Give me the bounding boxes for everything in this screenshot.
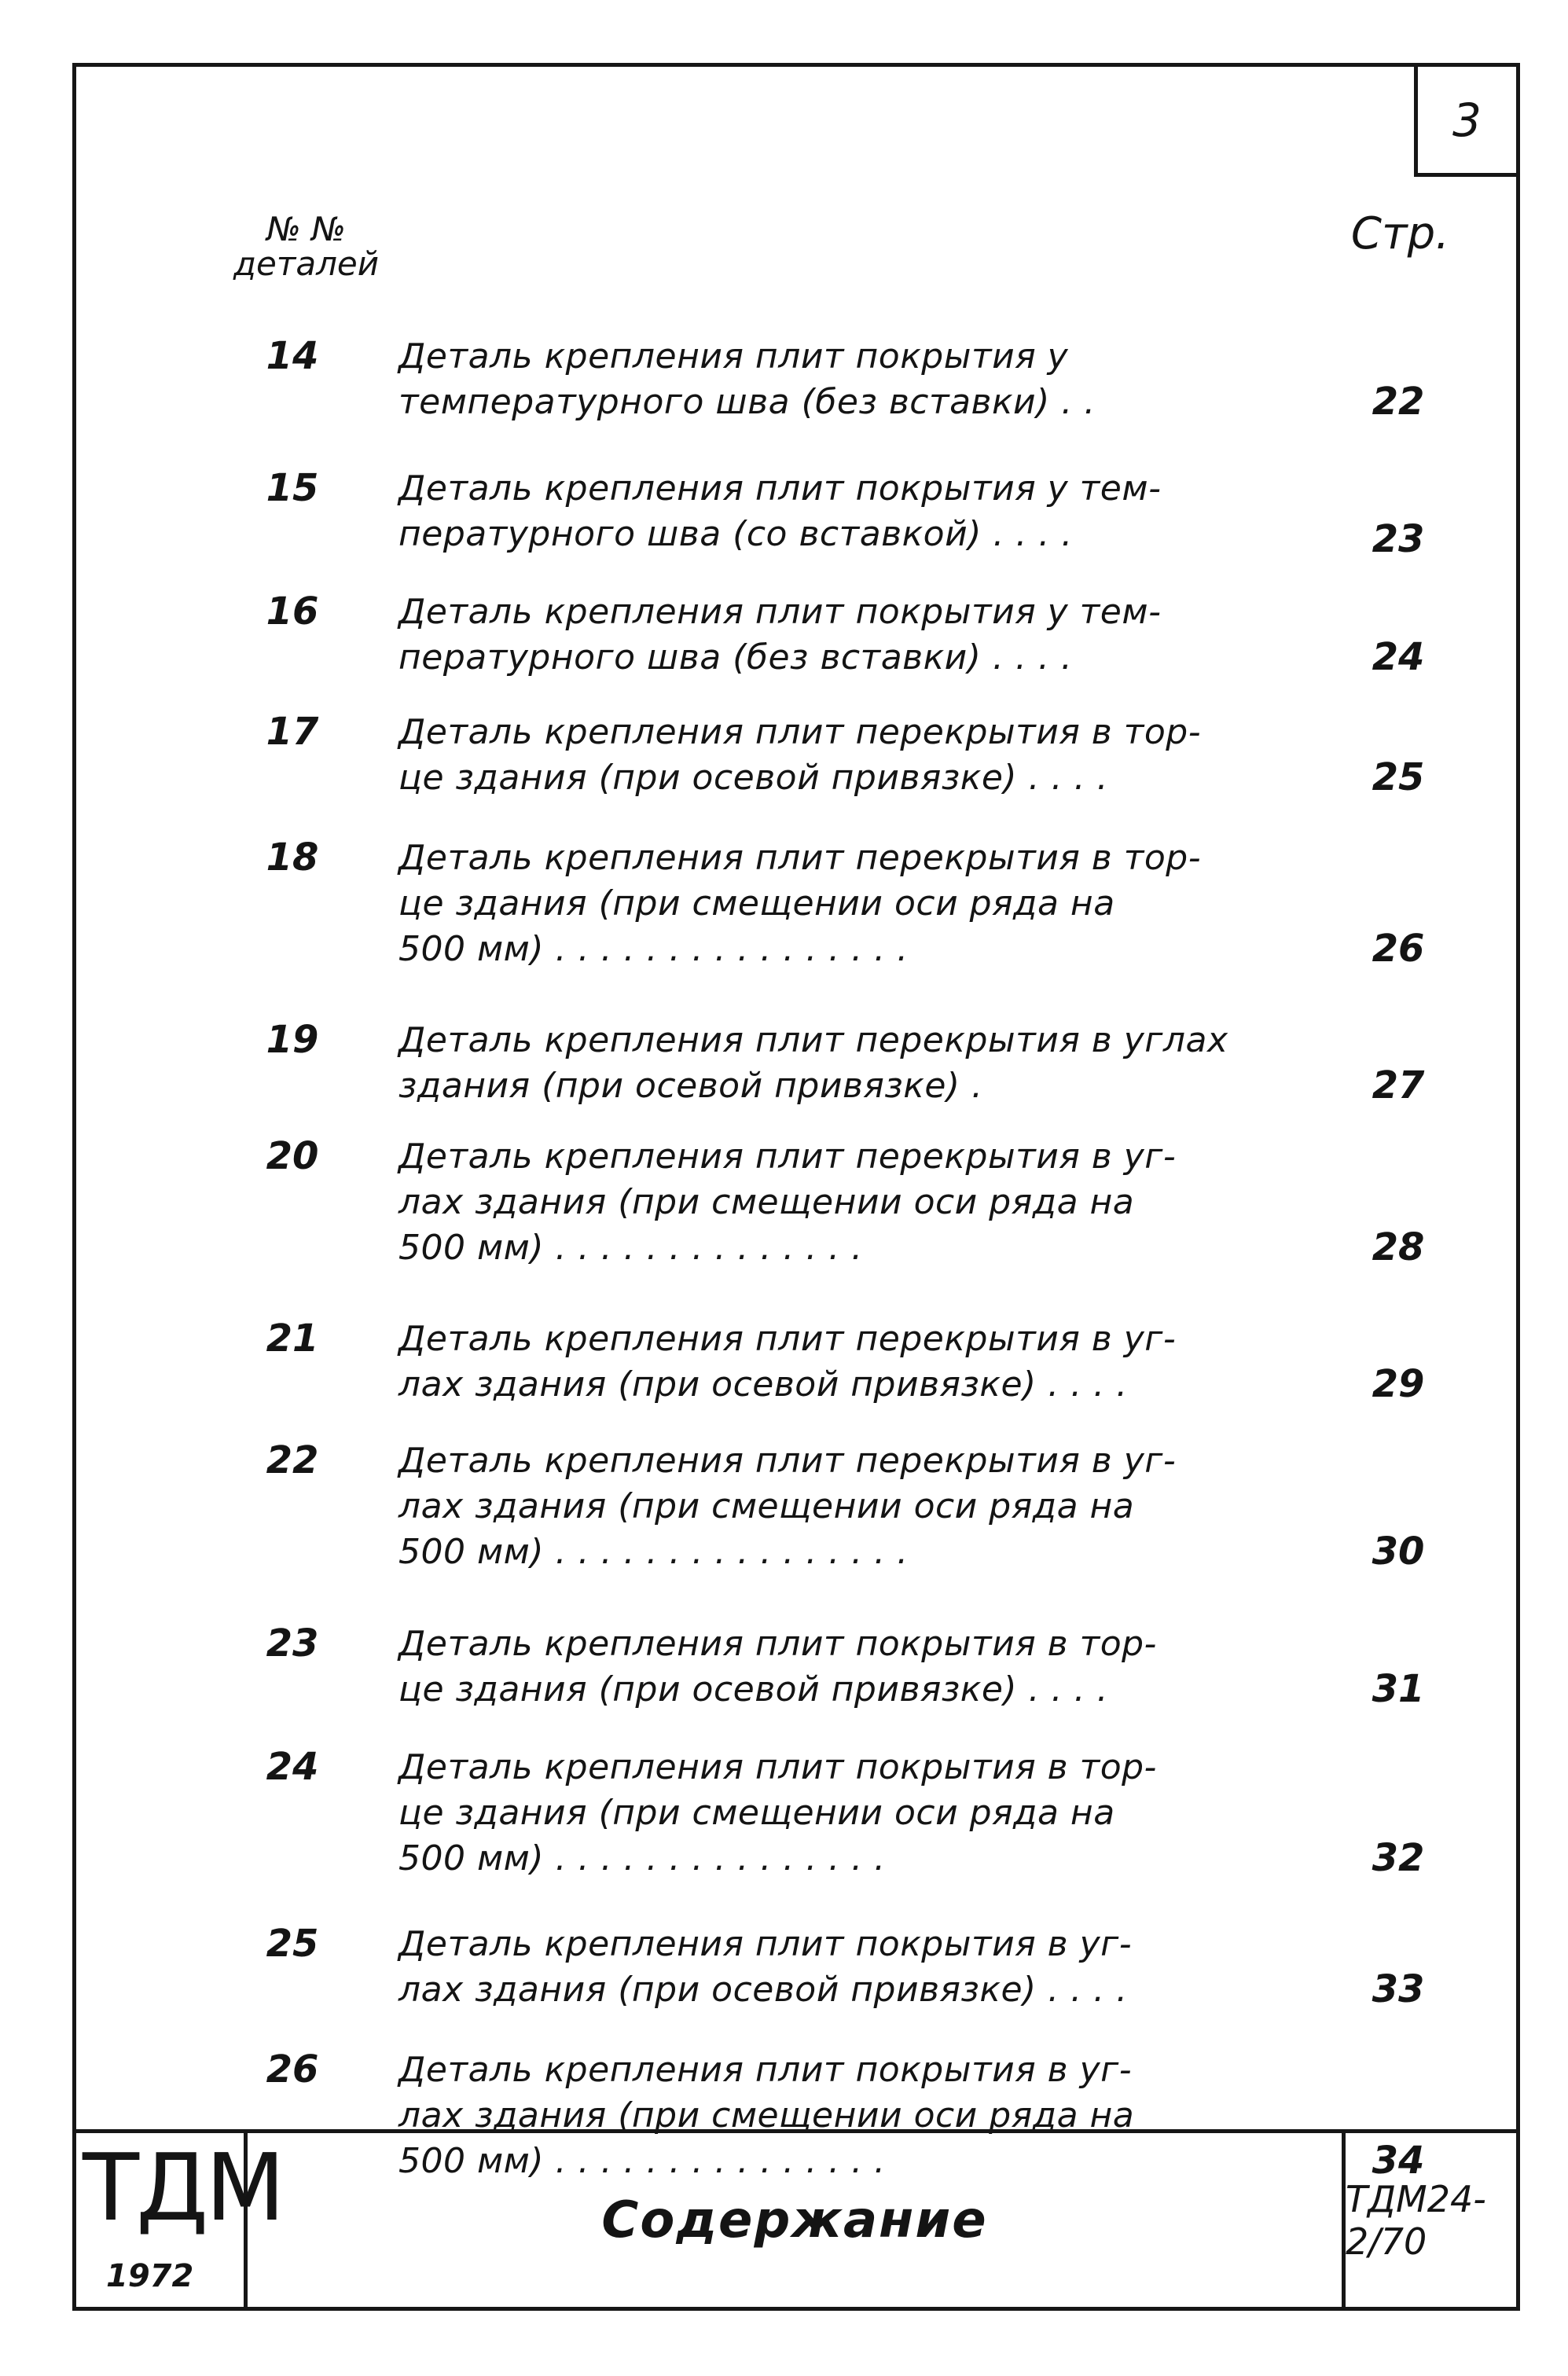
- detail-number: 21: [266, 1317, 319, 1361]
- page-ref: 31: [1372, 1667, 1425, 1711]
- page-ref: 28: [1372, 1225, 1425, 1269]
- detail-description: Деталь крепления плит покрытия в тор- це здания (при осевой привязке) . . . .: [398, 1624, 1157, 1709]
- detail-description: Деталь крепления плит покрытия в тор- це здания (при смещении оси ряда на 500 мм) . . . . . . . . . . . . . . .: [398, 1747, 1157, 1878]
- detail-description: Деталь крепления плит перекрытия в уг- лах здания (при смещении оси ряда на 500 мм) . . . . . . . . . . . . . . . .: [398, 1441, 1177, 1572]
- detail-number: 23: [266, 1621, 319, 1665]
- detail-description: Деталь крепления плит перекрытия в тор- це здания (при осевой привязке) . . . .: [398, 712, 1202, 798]
- detail-description: Деталь крепления плит перекрытия в тор- це здания (при смещении оси ряда на 500 мм) . . . . . . . . . . . . . . . .: [398, 838, 1202, 969]
- detail-description: Деталь крепления плит покрытия в уг- лах здания (при смещении оси ряда на 500 мм) . . . . . . . . . . . . . . .: [398, 2050, 1135, 2181]
- page-ref: 32: [1372, 1836, 1425, 1880]
- detail-number: 17: [266, 710, 319, 754]
- detail-description: Деталь крепления плит покрытия у температурного шва (без вставки) . .: [398, 336, 1096, 422]
- year: 1972: [106, 2258, 194, 2294]
- page-ref: 24: [1372, 635, 1425, 679]
- page-ref: 25: [1372, 755, 1425, 799]
- detail-number: 19: [266, 1018, 319, 1062]
- detail-number: 20: [266, 1134, 319, 1178]
- page-ref: 30: [1372, 1530, 1425, 1574]
- logo-cell: [76, 2133, 283, 2307]
- detail-number: 14: [266, 334, 319, 378]
- column-header-page: Стр.: [1350, 208, 1449, 259]
- page-ref: 26: [1372, 927, 1425, 971]
- detail-description: Деталь крепления плит покрытия в уг- лах здания (при осевой привязке) . . . .: [398, 1924, 1133, 2010]
- page-ref: 29: [1372, 1362, 1425, 1406]
- organization-logo: ТДМ: [83, 2133, 283, 2242]
- detail-description: Деталь крепления плит перекрытия в углах здания (при осевой привязке) .: [398, 1020, 1228, 1106]
- title-block: [76, 2129, 1516, 2307]
- detail-number: 16: [266, 589, 319, 633]
- detail-number: 22: [266, 1438, 319, 1482]
- detail-description: Деталь крепления плит перекрытия в уг- лах здания (при смещении оси ряда на 500 мм) . . . . . . . . . . . . . .: [398, 1137, 1177, 1268]
- detail-description: Деталь крепления плит покрытия у тем- пературного шва (без вставки) . . . .: [398, 592, 1162, 678]
- detail-number: 24: [266, 1745, 319, 1789]
- page-ref: 23: [1372, 517, 1425, 561]
- page-ref: 27: [1372, 1063, 1425, 1107]
- page-ref: 22: [1372, 380, 1425, 424]
- detail-number: 18: [266, 835, 319, 880]
- detail-description: Деталь крепления плит покрытия у тем- пературного шва (со вставкой) . . . .: [398, 468, 1162, 554]
- detail-number: 26: [266, 2047, 319, 2091]
- detail-description: Деталь крепления плит перекрытия в уг- лах здания (при осевой привязке) . . . .: [398, 1319, 1177, 1405]
- document-title: Содержание: [601, 2191, 988, 2249]
- page-ref: 33: [1372, 1967, 1425, 2011]
- column-header-number: № № деталей: [233, 210, 380, 284]
- page-ref: 34: [1372, 2139, 1425, 2183]
- document-code: ТДМ24-2/70: [1342, 2133, 1516, 2307]
- contents-list: [76, 67, 1516, 2307]
- page-number: 3: [1414, 63, 1520, 177]
- document-frame: [72, 63, 1520, 2311]
- detail-number: 15: [266, 466, 319, 510]
- detail-number: 25: [266, 1922, 319, 1966]
